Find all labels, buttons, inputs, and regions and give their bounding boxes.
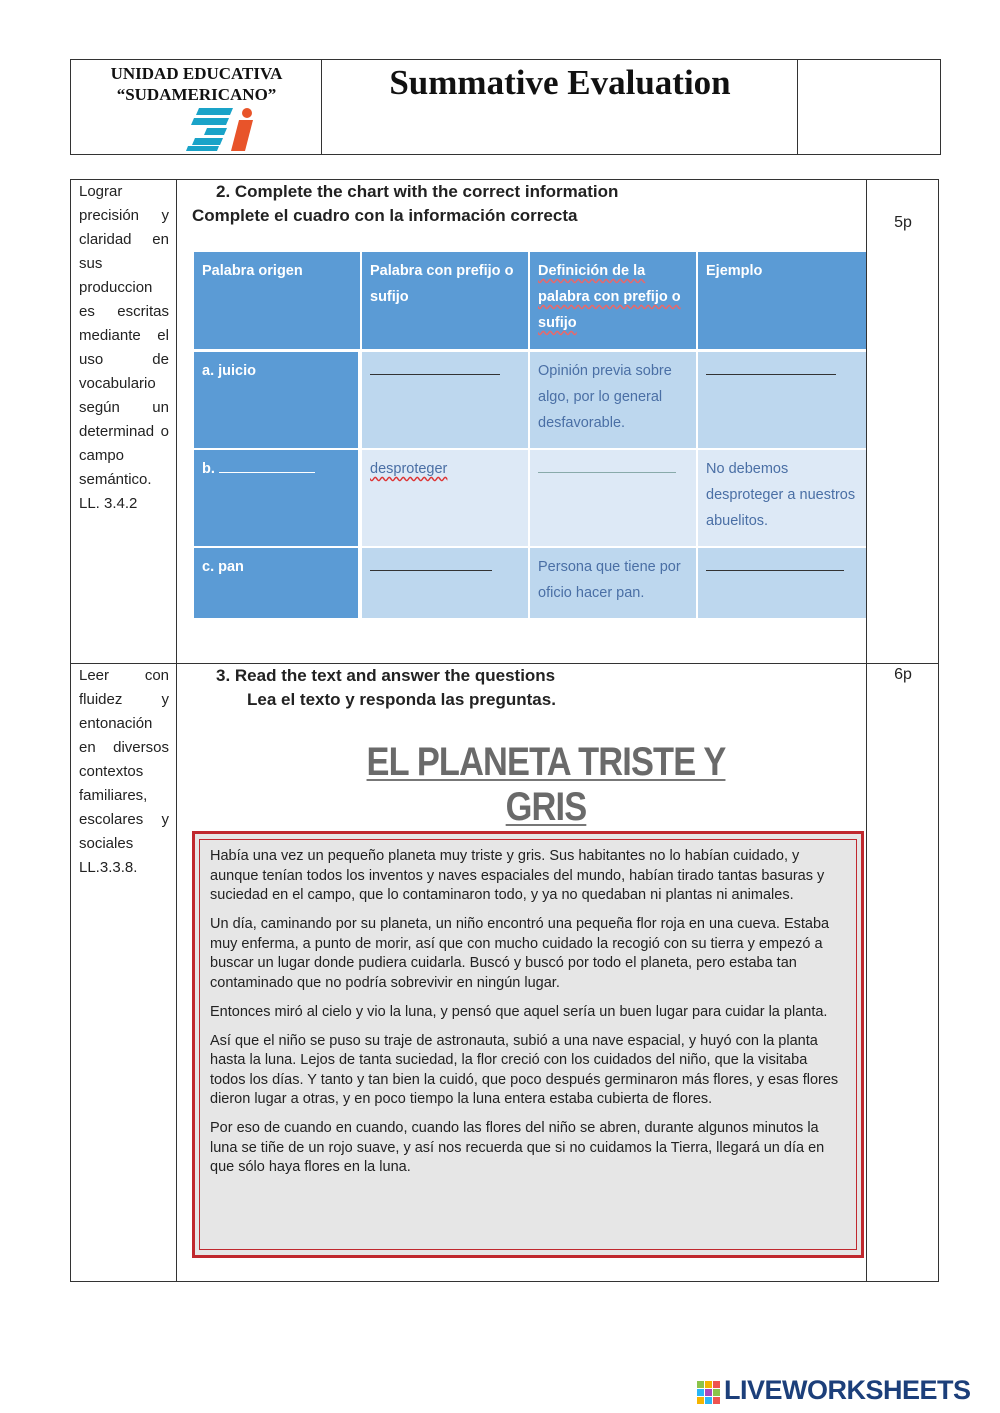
chart-row-c-definition: Persona que tiene por oficio hacer pan. [530,548,696,618]
question-3-title: 3. Read the text and answer the questions [216,666,556,685]
points-section-3: 6p [894,666,912,683]
chart-row-c-example[interactable] [698,548,866,618]
points-section-2: 5p [894,214,912,231]
question-2-subtitle: Complete el cuadro con la información correcta [192,206,578,225]
chart-header-origin: Palabra origen [194,252,360,349]
question-3-subtitle: Lea el texto y responda las preguntas. [247,690,556,709]
chart-row-c-word[interactable] [362,548,528,618]
chart-header-example: Ejemplo [698,252,866,349]
answer-blank[interactable] [219,458,315,473]
chart-row-b-origin [194,450,358,546]
chart-row-b-word-text: desproteger [370,461,448,477]
chart-header-definition [530,252,696,349]
school-name [71,63,322,105]
chart-row-a-origin: a. juicio [194,352,358,448]
school-name-line1: UNIDAD EDUCATIVA [110,64,283,83]
chart-header-definition-text: Definición de la palabra con prefijo o sufijo [538,263,681,331]
title-cell [322,60,798,154]
chart-row-b-example: No debemos desproteger a nuestros abuelitos. [698,450,866,546]
liveworksheets-brand[interactable]: LIVEWORKSHEETS [724,1375,971,1405]
chart-row-a-definition: Opinión previa sobre algo, por lo general desfavorable. [530,352,696,448]
vocabulary-chart [194,252,866,618]
answer-blank[interactable] [538,458,676,473]
story-paragraph: Había una vez un pequeño planeta muy triste y gris. Sus habitantes no lo habían cuidado, y aunque tenían todos los inventos y naves espaciales del mundo, habían tirado tantas basuras y suciedad en el campo, que lo contaminaron todo, y ya no quedaban ni plantas ni animales. [210,848,825,903]
story-box [192,831,864,1258]
row-divider [71,663,938,664]
chart-header-word: Palabra con prefijo o sufijo [362,252,528,349]
school-name-line2: “SUDAMERICANO” [116,85,277,104]
page-title: Summative Evaluation [389,63,731,102]
score-cell[interactable] [799,60,940,154]
chart-row-a-word[interactable] [362,352,528,448]
answer-blank[interactable] [706,556,844,571]
story-paragraph: Un día, caminando por su planeta, un niño encontró una pequeña flor roja en una cueva. Estaba muy enferma, a punto de morir, así que con mucho cuidado la recogió con su tierra y empezó a buscar un lugar donde pudiera cuidarla. Buscó y buscó por todo el planeta, pero estaba tan contaminado que no podría sobrevivir en ningún lugar. [210,916,830,991]
story-paragraph: Así que el niño se puso su traje de astronauta, subió a una nave espacial, y huyó con la planta hasta la luna. Lejos de tanta suciedad, la flor creció con los cuidados del niño, que la visitaba todos los días. Y tanto y tan bien la cuidó, que poco después germinaron más flores, y esas flores dieron lugar a otras, y en poco tiempo la luna entera estaba cubierta de flores. [210,1032,839,1107]
header-table [70,59,941,155]
column-divider [866,180,867,1281]
answer-blank[interactable] [370,556,492,571]
story-inner-frame [199,839,857,1250]
school-cell [71,60,322,154]
chart-row-a-example[interactable] [698,352,866,448]
objective-section-2: Lograr precisión y claridad en sus produccion es escritas mediante el uso de vocabulario según un determinad o campo semántico. LL. 3.4.2 [79,183,169,512]
chart-row-b-definition[interactable] [530,450,696,546]
objective-section-3: Leer con fluidez y entonación en diversos contextos familiares, escolares y sociales LL.3.3.8. [79,667,169,876]
column-divider [176,180,177,1281]
question-2-title: 2. Complete the chart with the correct information [216,182,619,201]
chart-row-b-origin-label: b. [202,461,215,477]
liveworksheets-logo-icon [697,1381,721,1405]
answer-blank[interactable] [706,360,836,375]
chart-row-b-word [362,450,528,546]
main-table [70,179,939,1282]
answer-blank[interactable] [370,360,500,375]
reading-title: EL PLANETA TRISTE Y GRIS [366,740,726,829]
story-paragraph: Por eso de cuando en cuando, cuando las flores del niño se abren, durante algunos minutos la luna se tiñe de un rojo suave, y así nos recuerda que si no cuidamos la Tierra, llegará un día en que sólo haya flores en la luna. [210,1120,825,1175]
school-logo-icon [185,106,261,152]
chart-row-c-origin: c. pan [194,548,358,618]
story-paragraph: Entonces miró al cielo y vio la luna, y pensó que aquel sería un buen lugar para cuidar la planta. [210,1003,828,1020]
